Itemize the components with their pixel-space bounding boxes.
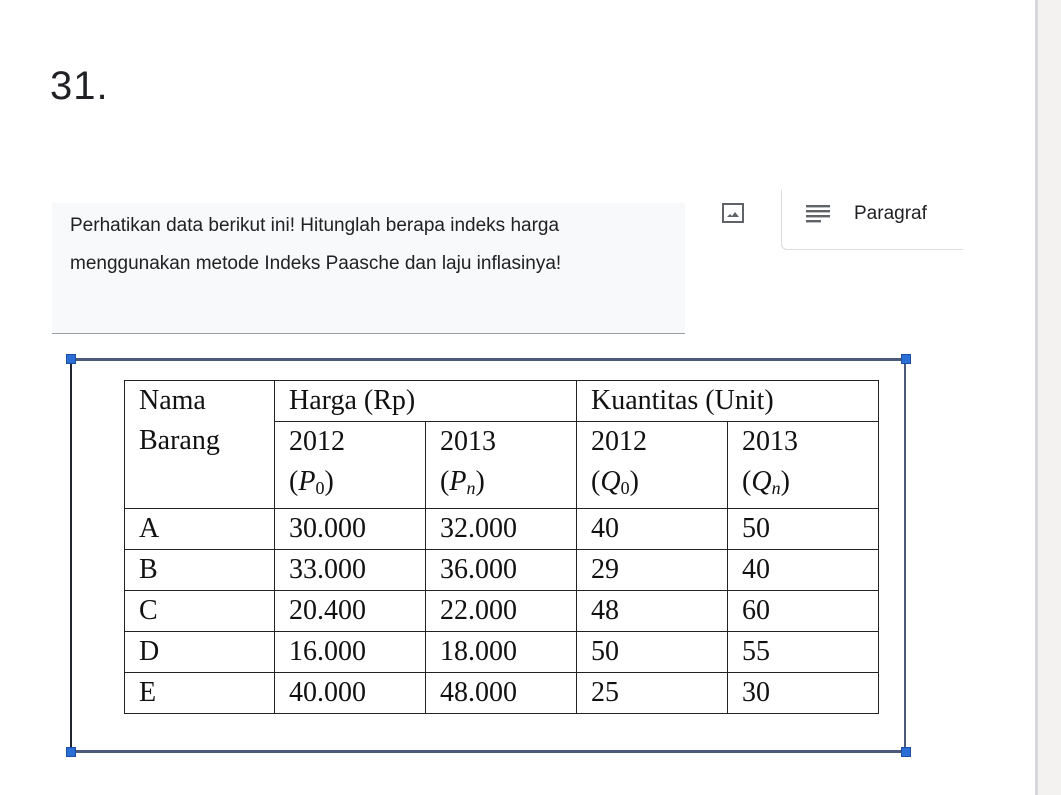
resize-handle-bottom-right[interactable] bbox=[901, 747, 911, 757]
table-row: A 30.000 32.000 40 50 bbox=[125, 508, 879, 549]
subheader-qn: 2013 $(Q_n)$ bbox=[728, 422, 879, 509]
header-harga: Harga (Rp) bbox=[275, 381, 577, 422]
table-row: B 33.000 36.000 29 40 bbox=[125, 549, 879, 590]
resize-handle-top-right[interactable] bbox=[901, 354, 911, 364]
image-icon bbox=[721, 201, 745, 225]
resize-handle-bottom-left[interactable] bbox=[66, 747, 76, 757]
header-nama-barang: Nama Barang bbox=[125, 381, 275, 509]
resize-handle-top-left[interactable] bbox=[66, 354, 76, 364]
table-header-row-1 bbox=[125, 381, 879, 422]
question-type-label: Paragraf bbox=[854, 203, 927, 224]
table-row: D 16.000 18.000 50 55 bbox=[125, 631, 879, 672]
question-text: Perhatikan data berikut ini! Hitunglah berapa indeks harga menggunakan metode Indeks Paasche dan laju inflasinya! bbox=[70, 215, 562, 274]
add-image-button[interactable] bbox=[721, 201, 745, 225]
side-panel-scrollbar[interactable] bbox=[1035, 0, 1061, 795]
table-row: E 40.000 48.000 25 30 bbox=[125, 672, 879, 713]
table-row: C 20.400 22.000 48 60 bbox=[125, 590, 879, 631]
question-number: 31. bbox=[50, 64, 109, 108]
header-kuantitas: Kuantitas (Unit) bbox=[577, 381, 879, 422]
paragraph-lines-icon bbox=[806, 204, 830, 226]
question-type-dropdown[interactable] bbox=[781, 190, 963, 250]
subheader-pn: 2013 $(P_n)$ bbox=[426, 422, 577, 509]
price-quantity-table bbox=[124, 380, 879, 714]
subheader-p0: 2012 $(P_0)$ bbox=[275, 422, 426, 509]
question-text-field[interactable] bbox=[52, 203, 685, 334]
subheader-q0: 2012 $(Q_0)$ bbox=[577, 422, 728, 509]
